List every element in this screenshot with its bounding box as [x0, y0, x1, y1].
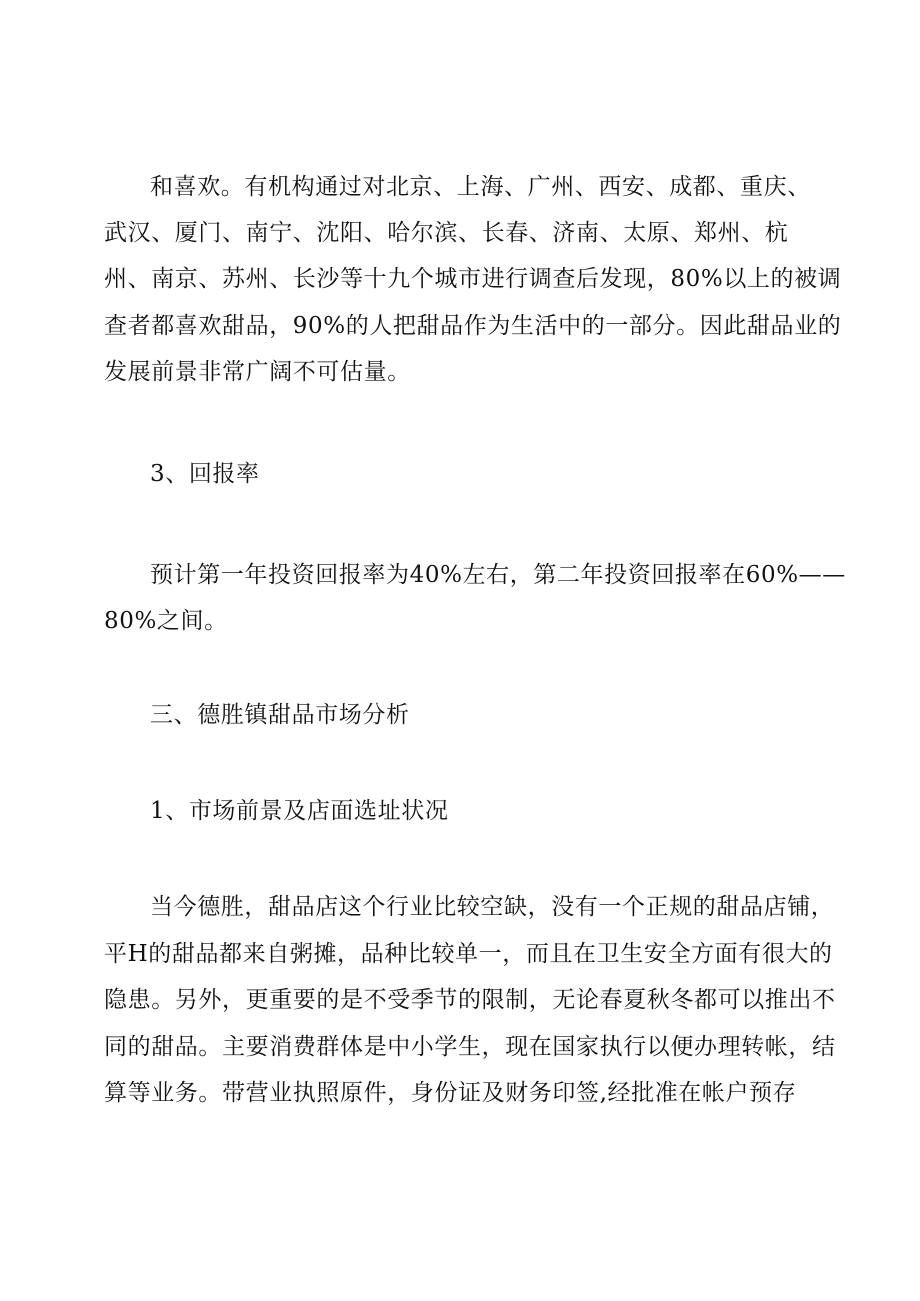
paragraph-1-line-1: 和喜欢。有机构通过对北京、上海、广州、西安、成都、重庆、	[150, 174, 811, 200]
paragraph-3-line-5: 算等业务。带营业执照原件，身份证及财务印签,经批准在帐户预存	[104, 1080, 797, 1106]
paragraph-3-line-1: 当今德胜，甜品店这个行业比较空缺，没有一个正规的甜品店铺，	[150, 894, 835, 920]
paragraph-3-line-3: 隐患。另外，更重要的是不受季节的限制，无论春夏秋冬都可以推出不	[104, 987, 836, 1013]
paragraph-3-line-2: 平H的甜品都来自粥摊，品种比较单一，而且在卫生安全方面有很大的	[104, 941, 833, 967]
paragraph-3-line-4: 同的甜品。主要消费群体是中小学生，现在国家执行以便办理转帐，结	[104, 1034, 836, 1060]
paragraph-1-line-5: 发展前景非常广阔不可估量。	[104, 359, 411, 385]
paragraph-1-line-2: 武汉、厦门、南宁、沈阳、哈尔滨、长春、济南、太原、郑州、杭	[104, 220, 789, 246]
paragraph-2-line-2: 80%之间。	[104, 608, 228, 634]
paragraph-1-line-4: 查者都喜欢甜品，90%的人把甜品作为生活中的一部分。因此甜品业的	[104, 313, 842, 339]
heading-return-rate: 3、回报率	[150, 461, 260, 487]
paragraph-1-line-3: 州、南京、苏州、长沙等十九个城市进行调查后发现，80%以上的被调	[104, 266, 842, 292]
heading-market: 1、市场前景及店面选址状况	[150, 798, 449, 824]
paragraph-2-line-1: 预计第一年投资回报率为40%左右，第二年投资回报率在60%——	[150, 562, 846, 588]
heading-section-3: 三、德胜镇甜品市场分析	[150, 702, 410, 728]
